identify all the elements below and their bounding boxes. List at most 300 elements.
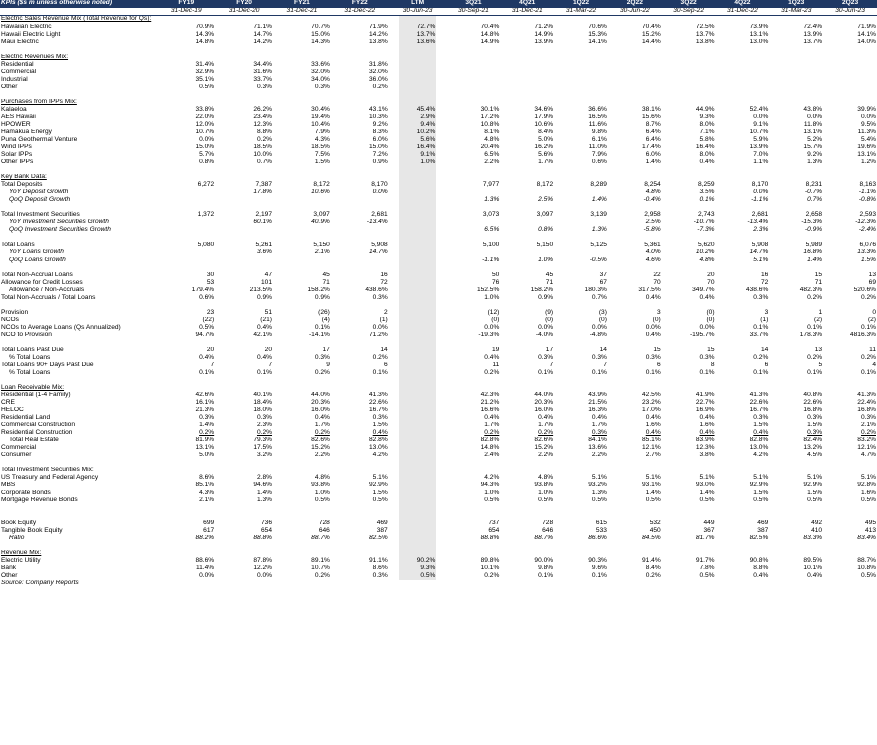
table-cell: 14 <box>760 346 769 354</box>
table-cell <box>157 512 215 520</box>
table-cell <box>608 204 662 212</box>
table-cell: 0.5% <box>538 497 554 504</box>
table-cell: 10.0% <box>253 151 273 158</box>
table-cell <box>399 272 437 280</box>
table-cell: 79.3% <box>253 436 273 444</box>
table-cell: 158.2% <box>530 286 554 294</box>
row-label: Total Investment Securities <box>1 211 80 218</box>
table-cell <box>716 16 770 24</box>
table-cell: 9.4% <box>399 121 437 129</box>
table-cell <box>823 467 877 475</box>
spacer <box>436 204 446 212</box>
table-cell <box>399 384 437 392</box>
table-cell: 37 <box>599 271 607 279</box>
table-row <box>0 242 877 250</box>
spacer <box>389 24 399 32</box>
table-cell: 13.1% <box>803 128 823 136</box>
section-header-row <box>0 384 877 392</box>
table-cell: (1) <box>379 316 388 324</box>
table-cell: 1.0% <box>538 256 554 263</box>
col-date: 31-Mar-23 <box>769 8 823 16</box>
row-label: Maui Electric <box>1 38 39 46</box>
table-cell: 70.9% <box>195 23 215 30</box>
row-label: % Total Loans <box>9 369 51 376</box>
table-cell: 2.2% <box>538 451 554 459</box>
spacer <box>389 249 399 257</box>
table-cell: 5,150 <box>536 241 554 248</box>
table-row <box>0 61 877 69</box>
table-cell <box>662 69 716 77</box>
table-cell <box>716 84 770 92</box>
table-cell <box>447 204 501 212</box>
table-cell <box>331 91 389 99</box>
spacer <box>436 226 446 234</box>
table-cell <box>500 91 554 99</box>
table-cell: 20.3% <box>311 399 330 406</box>
table-cell <box>399 377 437 385</box>
table-cell: 85.1% <box>195 482 215 489</box>
table-cell: -195.7% <box>689 331 715 339</box>
table-cell <box>399 302 437 310</box>
table-cell: 13.3% <box>857 249 876 256</box>
row-label: CRE <box>1 399 15 406</box>
row-label: Commercial <box>1 68 37 76</box>
table-cell: 1.4% <box>256 489 273 496</box>
table-cell <box>399 392 437 400</box>
table-cell: 88.8% <box>480 534 500 542</box>
table-cell: 1.4% <box>807 256 823 263</box>
table-cell: 1.3% <box>591 226 607 233</box>
table-cell <box>662 174 716 182</box>
table-cell <box>399 467 437 475</box>
table-cell <box>215 542 273 550</box>
table-cell: 0.0% <box>199 136 215 143</box>
table-cell: -14.1% <box>308 331 330 339</box>
spacer <box>436 91 446 99</box>
table-cell <box>215 505 273 513</box>
table-cell: 10.8% <box>480 121 500 128</box>
col-header: FY22 <box>331 0 389 8</box>
row-label: Commercial <box>1 444 37 451</box>
table-cell: 22.6% <box>369 399 388 406</box>
table-cell: 16.8% <box>803 406 823 414</box>
table-cell: 82.8% <box>480 436 500 444</box>
table-row <box>0 106 877 114</box>
table-cell: 14.1% <box>857 31 876 38</box>
table-cell <box>554 91 608 99</box>
spacer <box>389 309 399 317</box>
spacer <box>389 444 399 452</box>
table-row <box>0 84 877 92</box>
table-cell: 6 <box>764 361 769 369</box>
table-cell <box>157 166 215 174</box>
row-label <box>0 505 157 513</box>
table-cell <box>399 414 437 422</box>
spacer <box>436 399 446 407</box>
table-cell <box>215 459 273 467</box>
table-cell: 0.5% <box>753 497 769 504</box>
table-cell: 72 <box>760 279 769 286</box>
table-body <box>0 16 877 580</box>
table-cell <box>500 166 554 174</box>
spacer <box>389 242 399 250</box>
table-cell: 1.0% <box>314 489 330 496</box>
table-cell: 0.0% <box>199 572 215 579</box>
table-cell: (0) <box>706 309 715 316</box>
spacer <box>436 369 446 377</box>
table-cell: 4.5% <box>807 451 823 459</box>
table-row <box>0 121 877 129</box>
table-cell <box>447 69 501 77</box>
table-cell: 4.8% <box>484 136 500 143</box>
table-cell: 1 <box>818 309 823 316</box>
table-cell: 7 <box>210 361 215 369</box>
spacer <box>436 129 446 137</box>
table-cell: 4.6% <box>645 256 661 263</box>
spacer <box>436 294 446 302</box>
table-cell: 72.4% <box>803 23 823 30</box>
table-cell: 82.8% <box>369 436 388 444</box>
table-cell <box>716 166 770 174</box>
table-cell <box>500 384 554 392</box>
row-label: QoQ Loans Growth <box>9 256 66 263</box>
table-cell <box>157 204 215 212</box>
table-cell <box>331 204 389 212</box>
table-cell: 17.2% <box>480 113 500 121</box>
table-cell: 0.1% <box>807 369 823 376</box>
row-label: Total Loans Past Due <box>1 346 64 354</box>
row-label: Kalaeloa <box>1 106 27 113</box>
table-cell <box>215 166 273 174</box>
table-cell: 5.1% <box>860 474 876 481</box>
table-cell <box>331 550 389 558</box>
table-cell <box>608 505 662 513</box>
table-cell: 3.6% <box>256 249 273 256</box>
row-label: Mortgage Revenue Bonds <box>1 497 78 504</box>
table-cell: 13 <box>814 346 823 354</box>
table-cell: 1.7% <box>314 421 330 429</box>
table-cell: 16.6% <box>480 406 500 414</box>
table-cell <box>399 354 437 362</box>
table-cell: 13.6% <box>399 39 437 47</box>
table-cell: 3 <box>657 309 661 316</box>
table-row <box>0 542 877 550</box>
table-cell: -1.1% <box>858 188 876 196</box>
table-cell <box>662 542 716 550</box>
table-cell: 5,100 <box>482 241 500 248</box>
table-cell: 16.9% <box>695 406 715 414</box>
table-row <box>0 354 877 362</box>
col-date: 31-Dec-19 <box>157 8 215 16</box>
table-cell <box>399 211 437 219</box>
table-cell: 15.6% <box>642 113 661 121</box>
table-cell <box>554 234 608 242</box>
table-cell: (4) <box>321 316 330 324</box>
spacer <box>436 444 446 452</box>
spacer <box>389 257 399 265</box>
spacer <box>389 189 399 197</box>
table-cell: 438.6% <box>745 286 769 294</box>
table-cell: 0.4% <box>645 414 661 421</box>
table-cell: 8,289 <box>590 181 607 188</box>
table-cell: 0.1% <box>860 369 876 376</box>
table-row <box>0 414 877 422</box>
table-cell: 2.9% <box>399 114 437 122</box>
row-label: US Treasury and Federal Agency <box>1 474 99 481</box>
table-cell: 21.3% <box>195 406 215 414</box>
table-row <box>0 166 877 174</box>
table-cell <box>500 377 554 385</box>
spacer <box>389 354 399 362</box>
row-label: Industrial <box>1 76 28 83</box>
table-cell: 82.8% <box>749 436 769 444</box>
table-cell: 47 <box>264 271 273 279</box>
table-cell: 90.3% <box>588 557 607 564</box>
table-row <box>0 347 877 355</box>
table-row <box>0 287 877 295</box>
table-cell <box>399 437 437 445</box>
table-cell: 13.7% <box>695 31 715 38</box>
spacer <box>389 204 399 212</box>
table-cell: 2.5% <box>645 218 661 226</box>
table-cell: 15 <box>653 346 661 354</box>
row-label: Book Equity <box>1 519 37 527</box>
table-cell <box>716 542 770 550</box>
table-cell: 0.9% <box>372 158 388 166</box>
spacer <box>436 166 446 174</box>
table-cell: 20 <box>707 271 715 279</box>
table-cell: 101 <box>261 279 273 286</box>
table-cell: 14.8% <box>480 31 500 38</box>
table-cell: -1.1% <box>482 256 500 263</box>
table-cell <box>769 377 823 385</box>
table-cell: 6 <box>657 361 661 369</box>
table-row <box>0 204 877 212</box>
spacer <box>389 84 399 92</box>
spacer <box>436 535 446 543</box>
table-cell: 11 <box>869 346 876 354</box>
table-cell <box>157 459 215 467</box>
table-row <box>0 490 877 498</box>
table-cell <box>662 166 716 174</box>
table-cell: 9.6% <box>591 564 607 572</box>
table-row <box>0 407 877 415</box>
table-cell: 8.7% <box>645 121 661 128</box>
col-date: 31-Dec-20 <box>215 8 273 16</box>
table-cell <box>399 482 437 490</box>
table-cell: 12.0% <box>195 121 215 128</box>
table-cell: 213.5% <box>249 286 273 294</box>
row-label: Allowance for Credit Losses <box>1 279 83 286</box>
spacer <box>389 0 399 8</box>
table-cell: (26) <box>318 309 330 316</box>
table-cell: 45 <box>545 271 554 279</box>
table-cell: 14.8% <box>195 38 215 46</box>
table-cell: 83.3% <box>803 534 823 542</box>
row-label <box>0 377 157 385</box>
table-cell <box>331 512 389 520</box>
table-cell: 14.9% <box>480 38 500 46</box>
spacer <box>436 437 446 445</box>
table-cell: 10.1% <box>480 564 500 572</box>
table-cell <box>331 339 389 347</box>
table-cell: 20 <box>206 346 215 354</box>
table-cell: 10.8% <box>857 564 876 572</box>
spacer <box>436 287 446 295</box>
col-header: 2Q23 <box>823 0 877 8</box>
table-cell: 5.1% <box>372 474 388 481</box>
table-cell <box>500 339 554 347</box>
table-cell <box>399 287 437 295</box>
table-cell <box>823 69 877 77</box>
table-cell: 70.4% <box>642 23 661 30</box>
table-cell: 737 <box>488 519 500 527</box>
table-cell: 94.7% <box>195 331 215 339</box>
table-cell: 6 <box>384 361 388 369</box>
table-cell <box>500 174 554 182</box>
table-cell: 0.3% <box>538 354 554 361</box>
table-cell: 0.4% <box>753 429 769 436</box>
table-cell <box>608 264 662 272</box>
table-cell <box>662 99 716 107</box>
table-cell: 0.5% <box>645 497 661 504</box>
row-label <box>0 302 157 310</box>
spacer <box>389 99 399 107</box>
row-label: Total Investment Securities Mix: <box>1 466 94 474</box>
table-row <box>0 196 877 204</box>
table-cell <box>157 54 215 62</box>
table-cell: 85.1% <box>642 436 661 444</box>
table-cell <box>399 459 437 467</box>
table-cell: -0.8% <box>858 196 876 203</box>
row-label: Electric Utility <box>1 557 41 564</box>
table-cell: 728 <box>542 519 554 527</box>
table-cell <box>157 264 215 272</box>
table-cell: 2,658 <box>805 211 823 218</box>
table-cell: 19.4% <box>311 113 330 121</box>
table-cell: 728 <box>318 519 330 527</box>
table-cell: 1.1% <box>753 158 769 166</box>
table-cell: 1.5% <box>753 489 769 496</box>
table-cell: 12.1% <box>642 444 661 451</box>
table-cell: 9.1% <box>399 151 437 159</box>
spacer <box>389 234 399 242</box>
col-header: 1Q22 <box>554 0 608 8</box>
table-cell <box>447 339 501 347</box>
table-cell: 33.8% <box>195 106 215 113</box>
spacer <box>436 136 446 144</box>
table-cell <box>716 459 770 467</box>
table-cell <box>769 69 823 77</box>
table-cell: 0.0% <box>484 324 500 331</box>
table-cell <box>823 174 877 182</box>
spacer <box>389 181 399 189</box>
section-header-row <box>0 99 877 107</box>
table-cell <box>331 257 389 265</box>
source-note: Source: Company Reports <box>1 579 79 587</box>
spacer <box>389 490 399 498</box>
table-cell: 88.2% <box>195 534 215 542</box>
spacer <box>436 505 446 513</box>
table-cell: 40.8% <box>803 391 823 399</box>
table-cell: 70.4% <box>480 23 500 30</box>
table-cell <box>215 54 273 62</box>
table-cell: 0.0% <box>699 324 715 331</box>
table-cell <box>500 69 554 77</box>
table-cell <box>716 550 770 558</box>
table-cell: 14.4% <box>642 38 661 46</box>
table-cell: 0.3% <box>807 429 823 436</box>
table-cell <box>769 99 823 107</box>
table-cell <box>500 459 554 467</box>
table-cell: 6.4% <box>645 128 661 136</box>
table-cell <box>554 459 608 467</box>
table-cell: 1.2% <box>860 158 876 166</box>
spacer <box>389 550 399 558</box>
table-cell: 469 <box>376 519 388 527</box>
table-cell <box>447 46 501 54</box>
table-cell: (21) <box>260 316 273 324</box>
table-cell: 3.8% <box>699 451 715 459</box>
table-cell <box>273 91 331 99</box>
table-cell: -1.1% <box>751 196 769 203</box>
spacer <box>436 347 446 355</box>
table-cell: 6,076 <box>859 241 876 248</box>
table-cell: 7,387 <box>255 181 273 188</box>
table-cell: 1.4% <box>699 489 715 496</box>
table-row <box>0 211 877 219</box>
row-label: Wind IPPs <box>1 143 32 151</box>
table-cell: 16.0% <box>311 406 330 414</box>
table-cell: 5 <box>818 361 823 369</box>
table-cell <box>215 174 273 182</box>
table-cell <box>447 384 501 392</box>
table-cell: 16.1% <box>195 399 215 406</box>
table-cell: 5.1% <box>699 474 715 481</box>
spacer <box>436 384 446 392</box>
table-cell <box>157 550 215 558</box>
table-cell <box>447 189 501 197</box>
spacer <box>389 407 399 415</box>
table-cell: 94.3% <box>480 482 500 489</box>
spacer <box>436 159 446 167</box>
spacer <box>436 339 446 347</box>
table-cell <box>823 84 877 92</box>
table-cell: 17 <box>545 346 554 354</box>
table-cell: 8,172 <box>536 181 554 188</box>
table-cell: 8.3% <box>372 128 388 136</box>
table-cell: -12.3% <box>855 218 876 226</box>
table-cell: 13 <box>868 271 876 279</box>
table-cell: 5,908 <box>371 241 388 248</box>
table-cell <box>447 91 501 99</box>
table-cell: 15.7% <box>803 143 823 151</box>
table-cell <box>215 204 273 212</box>
table-cell <box>157 339 215 347</box>
table-cell <box>273 257 331 265</box>
table-cell: 0.4% <box>372 429 388 436</box>
table-cell: 0.7% <box>591 294 607 301</box>
row-label: Loan Receivable Mix: <box>1 384 65 391</box>
table-cell: 16.2% <box>534 143 554 151</box>
table-cell <box>273 467 331 475</box>
table-cell: 10.7% <box>749 128 769 136</box>
table-row <box>0 324 877 332</box>
table-cell <box>215 302 273 310</box>
table-row <box>0 294 877 302</box>
table-cell <box>608 339 662 347</box>
table-cell: 0.0% <box>753 113 769 121</box>
